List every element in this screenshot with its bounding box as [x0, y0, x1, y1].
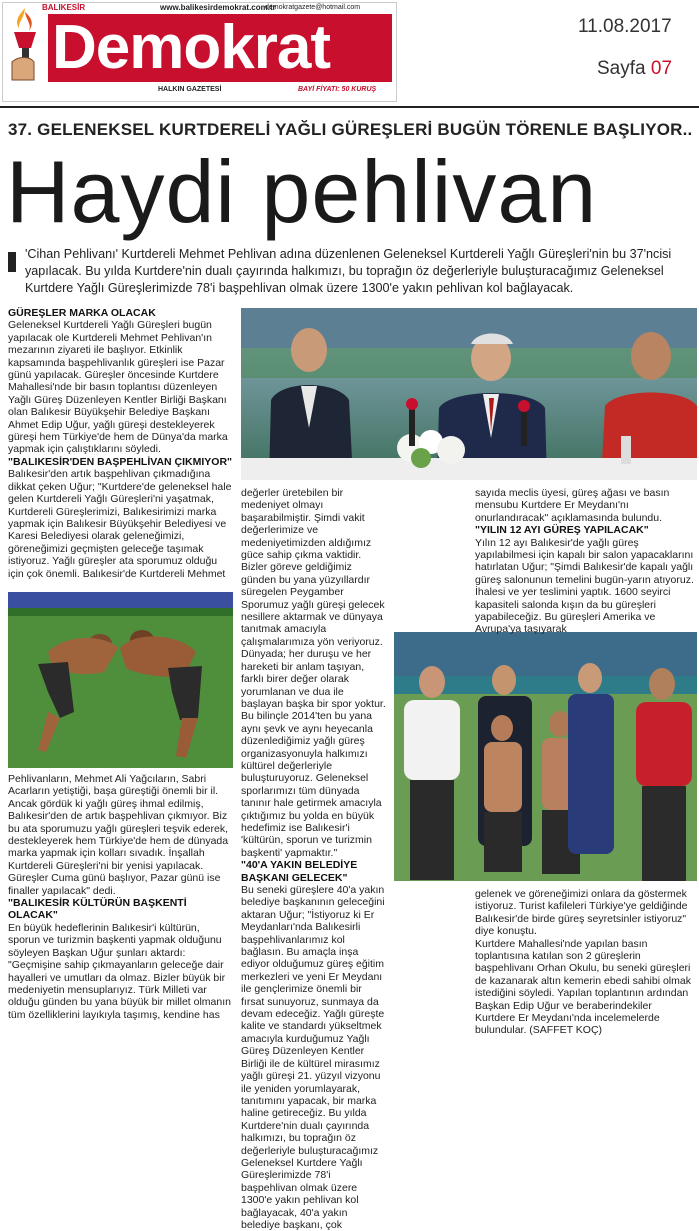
- page-number: [597, 58, 672, 80]
- page-label: Sayfa: [597, 58, 646, 79]
- press-conference-photo: [241, 308, 697, 480]
- article-lead: 'Cihan Pehlivanı' Kurtdereli Mehmet Pehlivan adına düzenlenen Geleneksel Kurtdereli Yağlı Güreşleri'nin bu 37'ncisi yapılacak. Bu yılda Kurtdere'nin dualı çayırında halkımızı, bu toprağın öz değerleriyle buluşturacağımız Geleneksel Kurtdere Yağlı Güreşlerimizde 78'i başpehlivan olmak üzere 1300'e yakın pehlivan kol bağlayacak.: [25, 247, 672, 295]
- header-divider: [0, 106, 699, 108]
- group-photo: [394, 632, 697, 881]
- article-kicker: 37. GELENEKSEL KURTDERELİ YAĞLI GÜREŞLERİ BUGÜN TÖRENLE BAŞLIYOR..: [8, 120, 693, 139]
- paragraph: Kurtdere Mahallesi'nde yapılan basın toplantısına katılan son 2 güreşlerin başpehlivanı Orhan Okulu, bu seneki güreşleri de kazanarak altın kemerin ebedi sahibi olmak istediğini söyledi. Yapılan toplantının ardından Başkan Edip Uğur ve beraberindekiler Kurtdere Er Meydanı'nda incelemelerde bulundular. (SAFFET KOÇ): [475, 937, 691, 1037]
- subheading-gureşler-marka: GÜREŞLER MARKA OLACAK: [8, 307, 156, 319]
- paragraph: Yılın 12 ayı Balıkesir'de yağlı güreş yapılabilmesi için kapalı bir salon yapacaklarını hatırlatan Uğur; "Şimdi Balıkesir'de kapalı yağlı güreş salonunun temelini bugün-yarın atıyoruz. İhalesi ve yer teslimini yaptık. 1600 seyirci kapasiteli salonda kışın da bu güreşleri yapabileceğiz. Bu güreşleri Amerika ve Avrupa'ya taşıyarak: [475, 536, 694, 636]
- issue-date: 11.08.2017: [578, 16, 672, 37]
- paragraph: En büyük hedeflerinin Balıkesir'i kültürün, sporun ve turizmin başkenti yapmak olduğunu söyleyen Başkan Uğur şunları aktardı: "Geçmişine sahip çıkmayanların geleceğe dair hayalleri ve umutları da olmaz. Bizler büyük bir medeniyetin mensuplarıyız. Türk Milleti var olduğu günden bu yana büyük bir millet olmanın tüm özelliklerini layıkıyla taşımış, kendine has: [8, 921, 231, 1021]
- subheading-belediye-baskani: "40'A YAKIN BELEDİYE BAŞKANI GELECEK": [241, 859, 358, 884]
- column-2: [241, 487, 387, 1231]
- paragraph: değerler üretebilen bir medeniyet olmayı başarabilmiştir. Şimdi vakit değerlerimize ve medeniyetimizden aldığımız güce sahip çıkma vaktidir. Bizler göreve geldiğimiz günden bu yana yüzyıllardır süregelen Peygamber Sporumuz yağlı güreşi gelecek nesillere aktarmak ve dünyaya tanıtmak amacıyla çalışmalarımıza yön veriyoruz. Dünyada; her duruşu ve her hareketi bir anlam taşıyan, farklı birer değer olarak yorumlanan ve dua ile başlayan başka bir spor yoktur. Bu bilinçle 2014'ten bu yana aynı şevk ve aynı heyecanla düzenlediğimiz yağlı güreş organizasyonuyla halkımızı kültürel değerleriyle buluşturuyoruz. Geleneksel sporlarımızı tüm dünyada tanınır hale getirmek amacıyla çıktığımız bu yolda en büyük hedefimiz ise Balıkesir'i 'kültürün, sporun ve turizmin başkenti' yapmaktır.": [241, 487, 386, 859]
- page-number-value: 07: [650, 58, 673, 79]
- torch-logo-icon: [4, 4, 46, 88]
- masthead-price: BAYİ FİYATI: 50 KURUŞ: [298, 86, 377, 93]
- article-headline: Haydi pehlivan: [6, 142, 598, 241]
- newspaper-logo: [48, 14, 392, 82]
- paragraph: Bu seneki güreşlere 40'a yakın belediye başkanının geleceğini aktaran Uğur; "İstiyoruz ki Er Meydanları'nda Balıkesirli başpehlivanlarımız kol bağlasın. Bu amaçla inşa ediyor olduğumuz güreş eğitim merkezleri ve yeni Er Meydanı ile gençlerimize önemli bir fırsat sunuyoruz, sunmaya da devam edeceğiz. Yağlı güreşte kalite ve standardı yükseltmek amacıyla kurduğumuz Yağlı Güreş Düzenleyen Kentler Birliği ile de kültürel mirasımız yağlı güreşi 21. yüzyıl vizyonu ile yeniden yorumlayarak, tanıtımını yapacak, bir marka haline getireceğiz. Bu yılda Kurtdere'nin dualı çayırında halkımızı, bu toprağın öz değerleriyle buluşturacağımız Geleneksel Kurtdere Yağlı Güreşlerimizde 78'i başpehlivan olmak üzere 1300'e yakın pehlivan kol bağlayacak, 40'a yakın belediye başkanı, çok: [241, 884, 385, 1231]
- lead-marker: [8, 252, 16, 272]
- paragraph: Geleneksel Kurtdereli Yağlı Güreşleri bugün yapılacak ole Kurtdereli Mehmet Pehlivan'ın mezarının ziyareti ile başlıyor. Etkinlik kapsamında başpehlivanlık güreşleri ise Pazar günü yapılacak. Güreşler öncesinde Kurtdere Mahallesi'nde bir basın toplantısı düzenleyen Yağlı Güreş Düzenleyen Kentler Birliği Başkanı olan Balıkesir Büyükşehir Belediye Başkanı Ahmet Edip Uğur, yağlı güreşi destekleyerek güreşi hem Türkiye'de hem de Dünya'da marka yapmak için çalıştıklarını söyledi.: [8, 319, 228, 456]
- column-1-top: [8, 307, 234, 580]
- masthead-city: BALIKESİR: [42, 3, 86, 12]
- subheading-kultur-baskenti: "BALIKESİR KÜLTÜRÜN BAŞKENTİ OLACAK": [8, 897, 187, 922]
- logo-text: Demokrat: [52, 13, 330, 82]
- column-3-bottom: [475, 888, 695, 1037]
- paragraph: Balıkesir'den artık başpehlivan çıkmadığına dikkat çeken Uğur; "Kurtdere'de geleneksel hale gelen Kurtdereli Yağlı Güreşleri'ni yaşatmak, Kurtdereli Güreşlerimizi, Balıkesirimizi marka yapmak için Balıkesir Büyükşehir Belediyesi ve Karesi Belediyesi olarak geleneğimizi, göreneğimizi geçmişten geleceğe taşımak istiyoruz. Yağlı güreşler ata sporumuz olduğu için çok önemli. Balıkesir'de Kurtdereli Mehmet: [8, 468, 232, 580]
- masthead-tagline: HALKIN GAZETESİ: [158, 86, 222, 93]
- column-3-top: [475, 487, 695, 636]
- masthead-email[interactable]: demokratgazete@hotmail.com: [265, 4, 361, 11]
- subheading-yilin-12-ayi: "YILIN 12 AYI GÜREŞ YAPILACAK": [475, 524, 649, 537]
- paragraph: gelenek ve göreneğimizi onlara da göstermek istiyoruz. Turist kafileleri Türkiye'ye geldiğinde Balıkesir'de birde güreş seyretsinler istiyoruz" diye konuştu.: [475, 888, 688, 938]
- wrestlers-photo: [8, 592, 233, 768]
- masthead-bottom-bar: [48, 84, 392, 96]
- column-1-bottom: [8, 773, 234, 1021]
- masthead-website[interactable]: www.balikesirdemokrat.com.tr: [160, 3, 276, 12]
- paragraph: sayıda meclis üyesi, güreş ağası ve basın mensubu Kurtdere Er Meydanı'nı onurlandıracak" açıklamasında bulundu.: [475, 487, 670, 524]
- paragraph: Pehlivanların, Mehmet Ali Yağcıların, Sabri Acarların yetiştiği, başa güreştiği önemli bir il. Ancak gördük ki yağlı güreş ihmal edilmiş, Balıkesir'den de artık başpehlivan çıkmıyor. Biz bu ata sporumuzu yağlı güreşleri teşvik ederek, destekleyerek hem Türkiye'de hem de dünyada marka yapmak için kolları sıvadık. İnşallah Kurtdereli Güreşleri'ni bir yenisi yapılacak. Güreşler Cuma günü başlıyor, Pazar günü ise finaller yapılacak" dedi.: [8, 773, 229, 897]
- subheading-baspehlivan: "BALIKESİR'DEN BAŞPEHLİVAN ÇIKMIYOR": [8, 455, 233, 468]
